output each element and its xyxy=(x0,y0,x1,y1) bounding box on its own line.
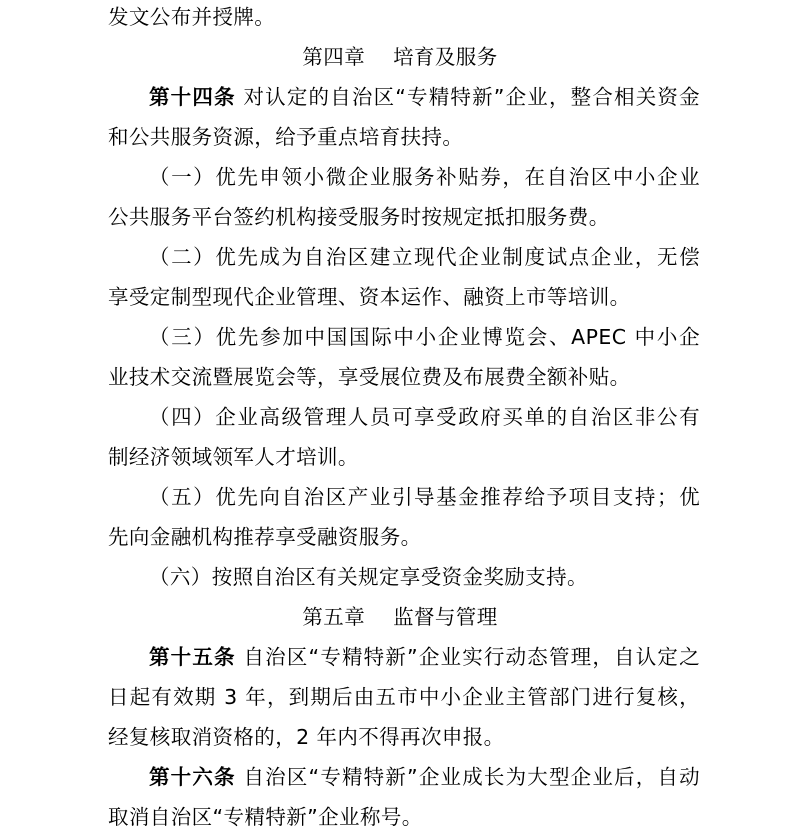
chapter-heading xyxy=(0,602,800,632)
text-line: 取消自治区“专精特新”企业称号。 xyxy=(108,805,423,829)
text-line: 先向金融机构推荐享受融资服务。 xyxy=(108,525,422,549)
text-line: （五）优先向自治区产业引导基金推荐给予项目支持；优 xyxy=(149,485,700,509)
chapter-number: 第四章 xyxy=(302,45,366,69)
article-line xyxy=(149,642,700,672)
article-line xyxy=(149,82,700,112)
text-line: （一）优先申领小微企业服务补贴券，在自治区中小企业 xyxy=(149,165,700,189)
text-line: 发文公布并授牌。 xyxy=(108,5,276,29)
text-line: 和公共服务资源，给予重点培育扶持。 xyxy=(108,125,464,149)
article-text: 对认定的自治区“专精特新”企业，整合相关资金 xyxy=(243,85,700,109)
article-number: 第十六条 xyxy=(149,765,236,789)
article-line xyxy=(149,762,700,792)
article-text: 自治区“专精特新”企业成长为大型企业后，自动 xyxy=(243,765,700,789)
text-line: 制经济领域领军人才培训。 xyxy=(108,445,359,469)
text-line: （四）企业高级管理人员可享受政府买单的自治区非公有 xyxy=(149,405,700,429)
chapter-number: 第五章 xyxy=(302,605,366,629)
chapter-heading xyxy=(0,42,800,72)
text-line: 公共服务平台签约机构接受服务时按规定抵扣服务费。 xyxy=(108,205,610,229)
text-line: （六）按照自治区有关规定享受资金奖励支持。 xyxy=(149,565,588,589)
chapter-title: 培育及服务 xyxy=(393,45,498,69)
article-number: 第十五条 xyxy=(149,645,236,669)
text-line: （三）优先参加中国国际中小企业博览会、APEC 中小企 xyxy=(149,325,700,349)
text-line: （二）优先成为自治区建立现代企业制度试点企业，无偿 xyxy=(149,245,700,269)
text-line: 业技术交流暨展览会等，享受展位费及布展费全额补贴。 xyxy=(108,365,631,389)
article-number: 第十四条 xyxy=(149,85,236,109)
text-line: 经复核取消资格的，2 年内不得再次申报。 xyxy=(108,725,505,749)
article-text: 自治区“专精特新”企业实行动态管理，自认定之 xyxy=(243,645,700,669)
text-line: 日起有效期 3 年，到期后由五市中小企业主管部门进行复核， xyxy=(108,685,700,709)
text-line: 享受定制型现代企业管理、资本运作、融资上市等培训。 xyxy=(108,285,631,309)
chapter-title: 监督与管理 xyxy=(393,605,498,629)
